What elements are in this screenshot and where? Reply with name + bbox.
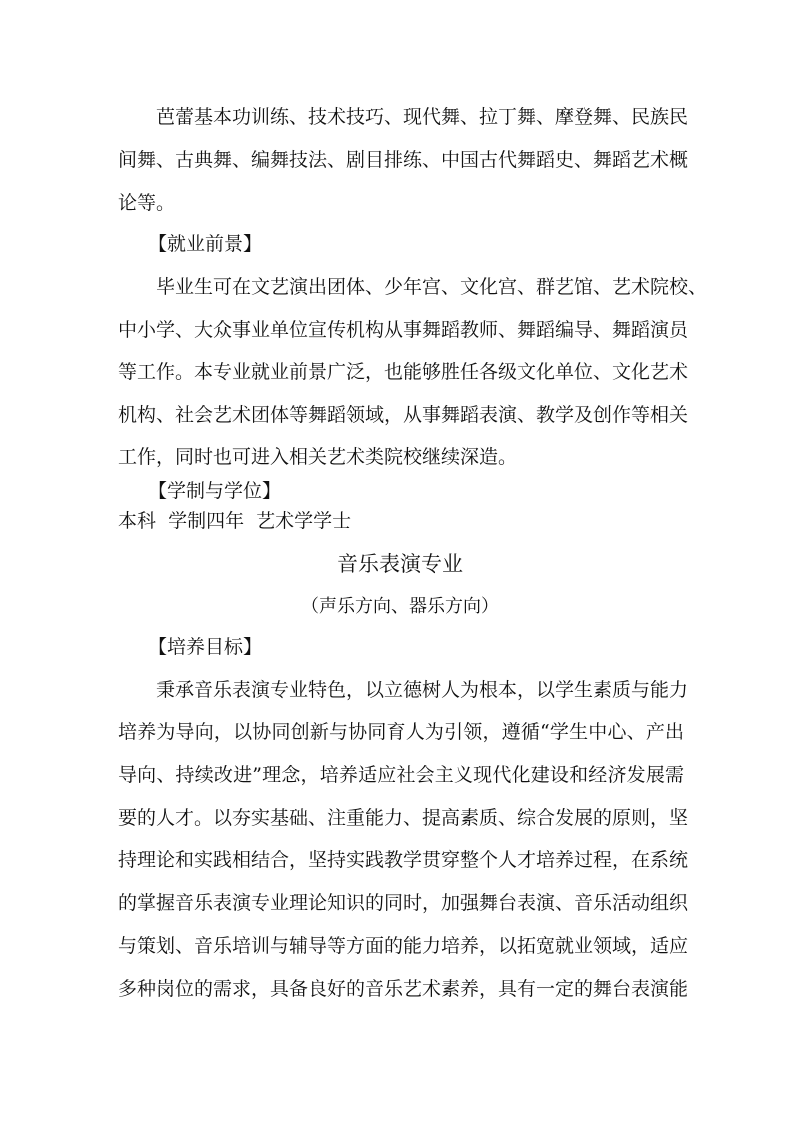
employment-line-2: 中小学、大众事业单位宣传机构从事舞蹈教师、舞蹈编导、舞蹈演员 bbox=[118, 319, 689, 341]
courses-line-2: 间舞、古典舞、编舞技法、剧目排练、中国古代舞蹈史、舞蹈艺术概 bbox=[118, 149, 689, 171]
degree-heading: 【学制与学位】 bbox=[148, 480, 282, 502]
courses-line-1: 芭蕾基本功训练、技术技巧、现代舞、拉丁舞、摩登舞、民族民 bbox=[156, 106, 689, 128]
goal-line-1: 秉承音乐表演专业特色，以立德树人为根本，以学生素质与能力 bbox=[156, 679, 689, 701]
major-subtitle: （声乐方向、器乐方向） bbox=[301, 596, 499, 617]
courses-line-3: 论等。 bbox=[118, 192, 176, 214]
goal-line-6: 的掌握音乐表演专业理论知识的同时，加强舞台表演、音乐活动组织 bbox=[118, 892, 689, 914]
goal-line-7: 与策划、音乐培训与辅导等方面的能力培养，以拓宽就业领域，适应 bbox=[118, 935, 689, 957]
major-title: 音乐表演专业 bbox=[337, 552, 463, 576]
employment-line-3: 等工作。本专业就业前景广泛，也能够胜任各级文化单位、文化艺术 bbox=[118, 361, 689, 383]
goal-line-2: 培养为导向，以协同创新与协同育人为引领，遵循“学生中心、产出 bbox=[118, 721, 684, 743]
goal-heading: 【培养目标】 bbox=[148, 636, 263, 658]
degree-text: 本科 学制四年 艺术学学士 bbox=[118, 510, 352, 532]
goal-line-3: 导向、持续改进”理念，培养适应社会主义现代化建设和经济发展需 bbox=[118, 764, 684, 786]
goal-line-5: 持理论和实践相结合，坚持实践教学贯穿整个人才培养过程，在系统 bbox=[118, 849, 689, 871]
employment-line-1: 毕业生可在文艺演出团体、少年宫、文化宫、群艺馆、艺术院校、 bbox=[156, 276, 708, 298]
employment-line-4: 机构、社会艺术团体等舞蹈领域，从事舞蹈表演、教学及创作等相关 bbox=[118, 404, 689, 426]
employment-line-5: 工作，同时也可进入相关艺术类院校继续深造。 bbox=[118, 446, 518, 468]
employment-heading: 【就业前景】 bbox=[148, 233, 263, 255]
goal-line-4: 要的人才。以夯实基础、注重能力、提高素质、综合发展的原则，坚 bbox=[118, 807, 689, 829]
goal-line-8: 多种岗位的需求，具备良好的音乐艺术素养，具有一定的舞台表演能 bbox=[118, 978, 689, 1000]
